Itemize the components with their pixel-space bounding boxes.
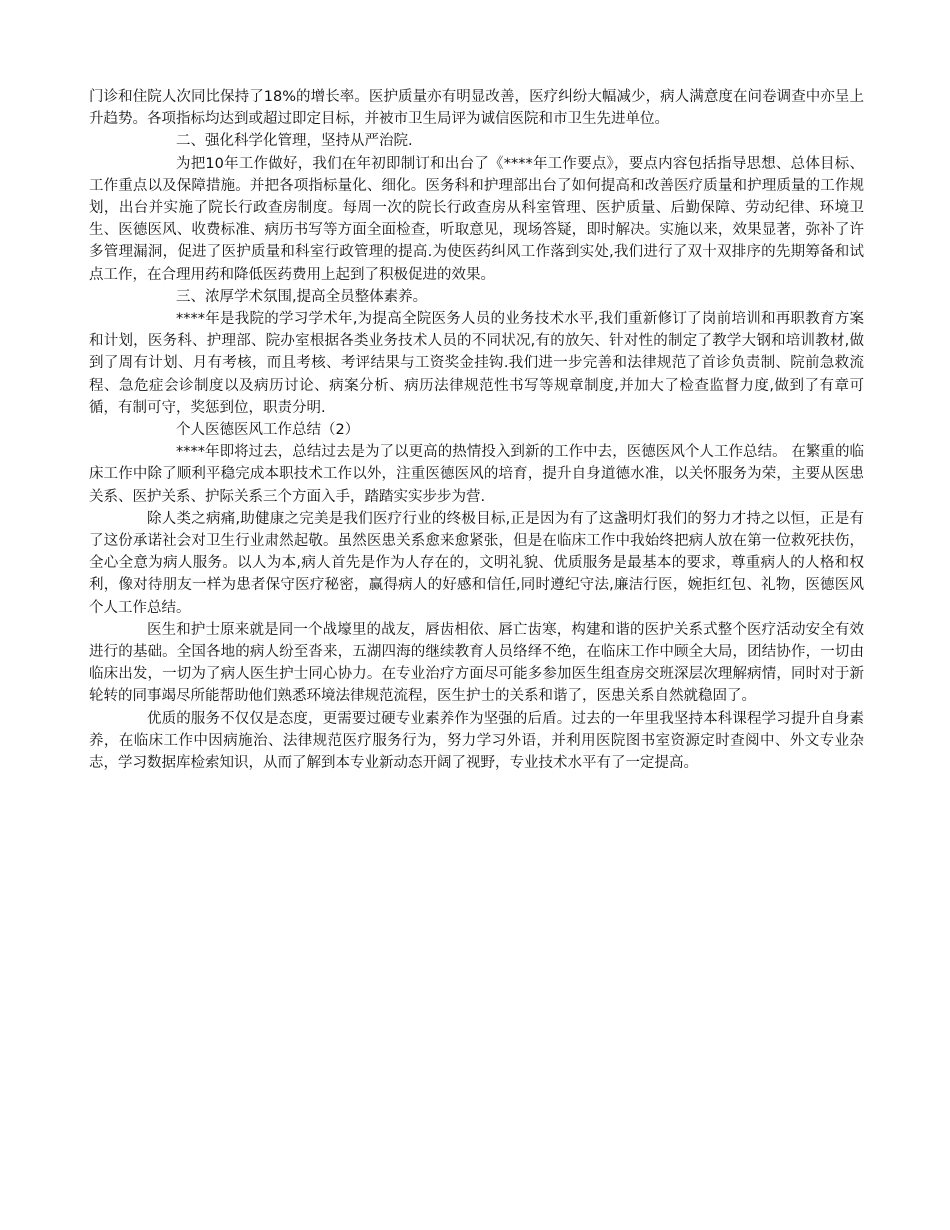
- paragraph-growth-rate: 门诊和住院人次同比保持了18%的增长率。医护质量亦有明显改善，医疗纠纷大幅减少，病人满意度在问卷调查中亦呈上升趋势。各项指标均达到或超过即定目标，并被市卫生局评为诚信医院和市卫生先进单位。: [89, 89, 864, 128]
- section-heading-management: 二、强化科学化管理，坚持从严治院.: [176, 133, 413, 150]
- paragraph-summary-intro: ****年即将过去，总结过去是为了以更高的热情投入到新的工作中去，医德医风个人工作总结。 在繁重的临床工作中除了顺利平稳完成本职技术工作以外，注重医德医风的培育，提升自身道德水准，以关怀服务为荣，主要从医患关系、医护关系、护际关系三个方面入手，踏踏实实步步为营.: [89, 444, 864, 505]
- paragraph-academic-year: ****年是我院的学习学术年,为提高全院医务人员的业务技术水平,我们重新修订了岗前培训和再职教育方案和计划，医务科、护理部、院办室根据各类业务技术人员的不同状况,有的放矢、针对性的制定了教学大钢和培训教材,做到了周有计划、月有考核，而且考核、考评结果与工资奖金挂钩.我们进一步完善和法律规范了首诊负责制、院前急救流程、急危症会诊制度以及病历讨论、病案分析、病历法律规范性书写等规章制度,并加大了检查监督力度,做到了有章可循，有制可守，奖惩到位，职责分明.: [89, 311, 864, 416]
- document-body: [89, 86, 864, 774]
- section-heading-personal-summary: 个人医德医风工作总结（2）: [176, 422, 360, 439]
- section-heading-academic: 三、浓厚学术氛围,提高全员整体素养。: [176, 288, 428, 305]
- paragraph-professional-skills: 优质的服务不仅仅是态度，更需要过硬专业素养作为坚强的后盾。过去的一年里我坚持本科课程学习提升自身素养，在临床工作中因病施治、法律规范医疗服务行为，努力学习外语，并利用医院图书室资源定时查阅中、外文专业杂志，学习数据库检索知识，从而了解到本专业新动态开阔了视野，专业技术水平有了一定提高。: [89, 710, 864, 772]
- paragraph-work-plan: 为把10年工作做好，我们在年初即制订和出台了《****年工作要点》，要点内容包括指导思想、总体目标、工作重点以及保障措施。并把各项指标量化、细化。医务科和护理部出台了如何提高和改善医疗质量和护理质量的工作规划，出台并实施了院长行政查房制度。每周一次的院长行政查房从科室管理、医护质量、后勤保障、劳动纪律、环境卫生、医德医风、收费标准、病历书写等方面全面检查，听取意见，现场答疑，即时解决。实施以来，效果显著，弥补了许多管理漏洞，促进了医护质量和科室行政管理的提高.为使医药纠风工作落到实处,我们进行了双十双排序的先期筹备和试点工作，在合理用药和降低医药费用上起到了积极促进的效果。: [89, 155, 864, 283]
- paragraph-doctor-nurse: 医生和护士原来就是同一个战壕里的战友，唇齿相依、唇亡齿寒，构建和谐的医护关系式整个医疗活动安全有效进行的基础。全国各地的病人纷至沓来，五湖四海的继续教育人员络绎不绝，在临床工作中顾全大局，团结协作，一切由临床出发，一切为了病人医生护士同心协力。在专业治疗方面尽可能多参加医生组查房交班深层次理解病情，同时对于新轮转的同事竭尽所能帮助他们熟悉环境法律规范流程，医生护士的关系和谐了，医患关系自然就稳固了。: [89, 621, 864, 705]
- paragraph-patient-care: 除人类之病痛,助健康之完美是我们医疗行业的终极目标,正是因为有了这盏明灯我们的努力才持之以恒，正是有了这份承诺社会对卫生行业肃然起敬。虽然医患关系愈来愈紧张，但是在临床工作中我始终把病人放在第一位救死扶伤，全心全意为病人服务。以人为本,病人首先是作为人存在的，文明礼貌、优质服务是最基本的要求，尊重病人的人格和权利，像对待朋友一样为患者保守医疗秘密，赢得病人的好感和信任,同时遵纪守法,廉洁行医，婉拒红包、礼物，医德医风个人工作总结。: [89, 510, 864, 616]
